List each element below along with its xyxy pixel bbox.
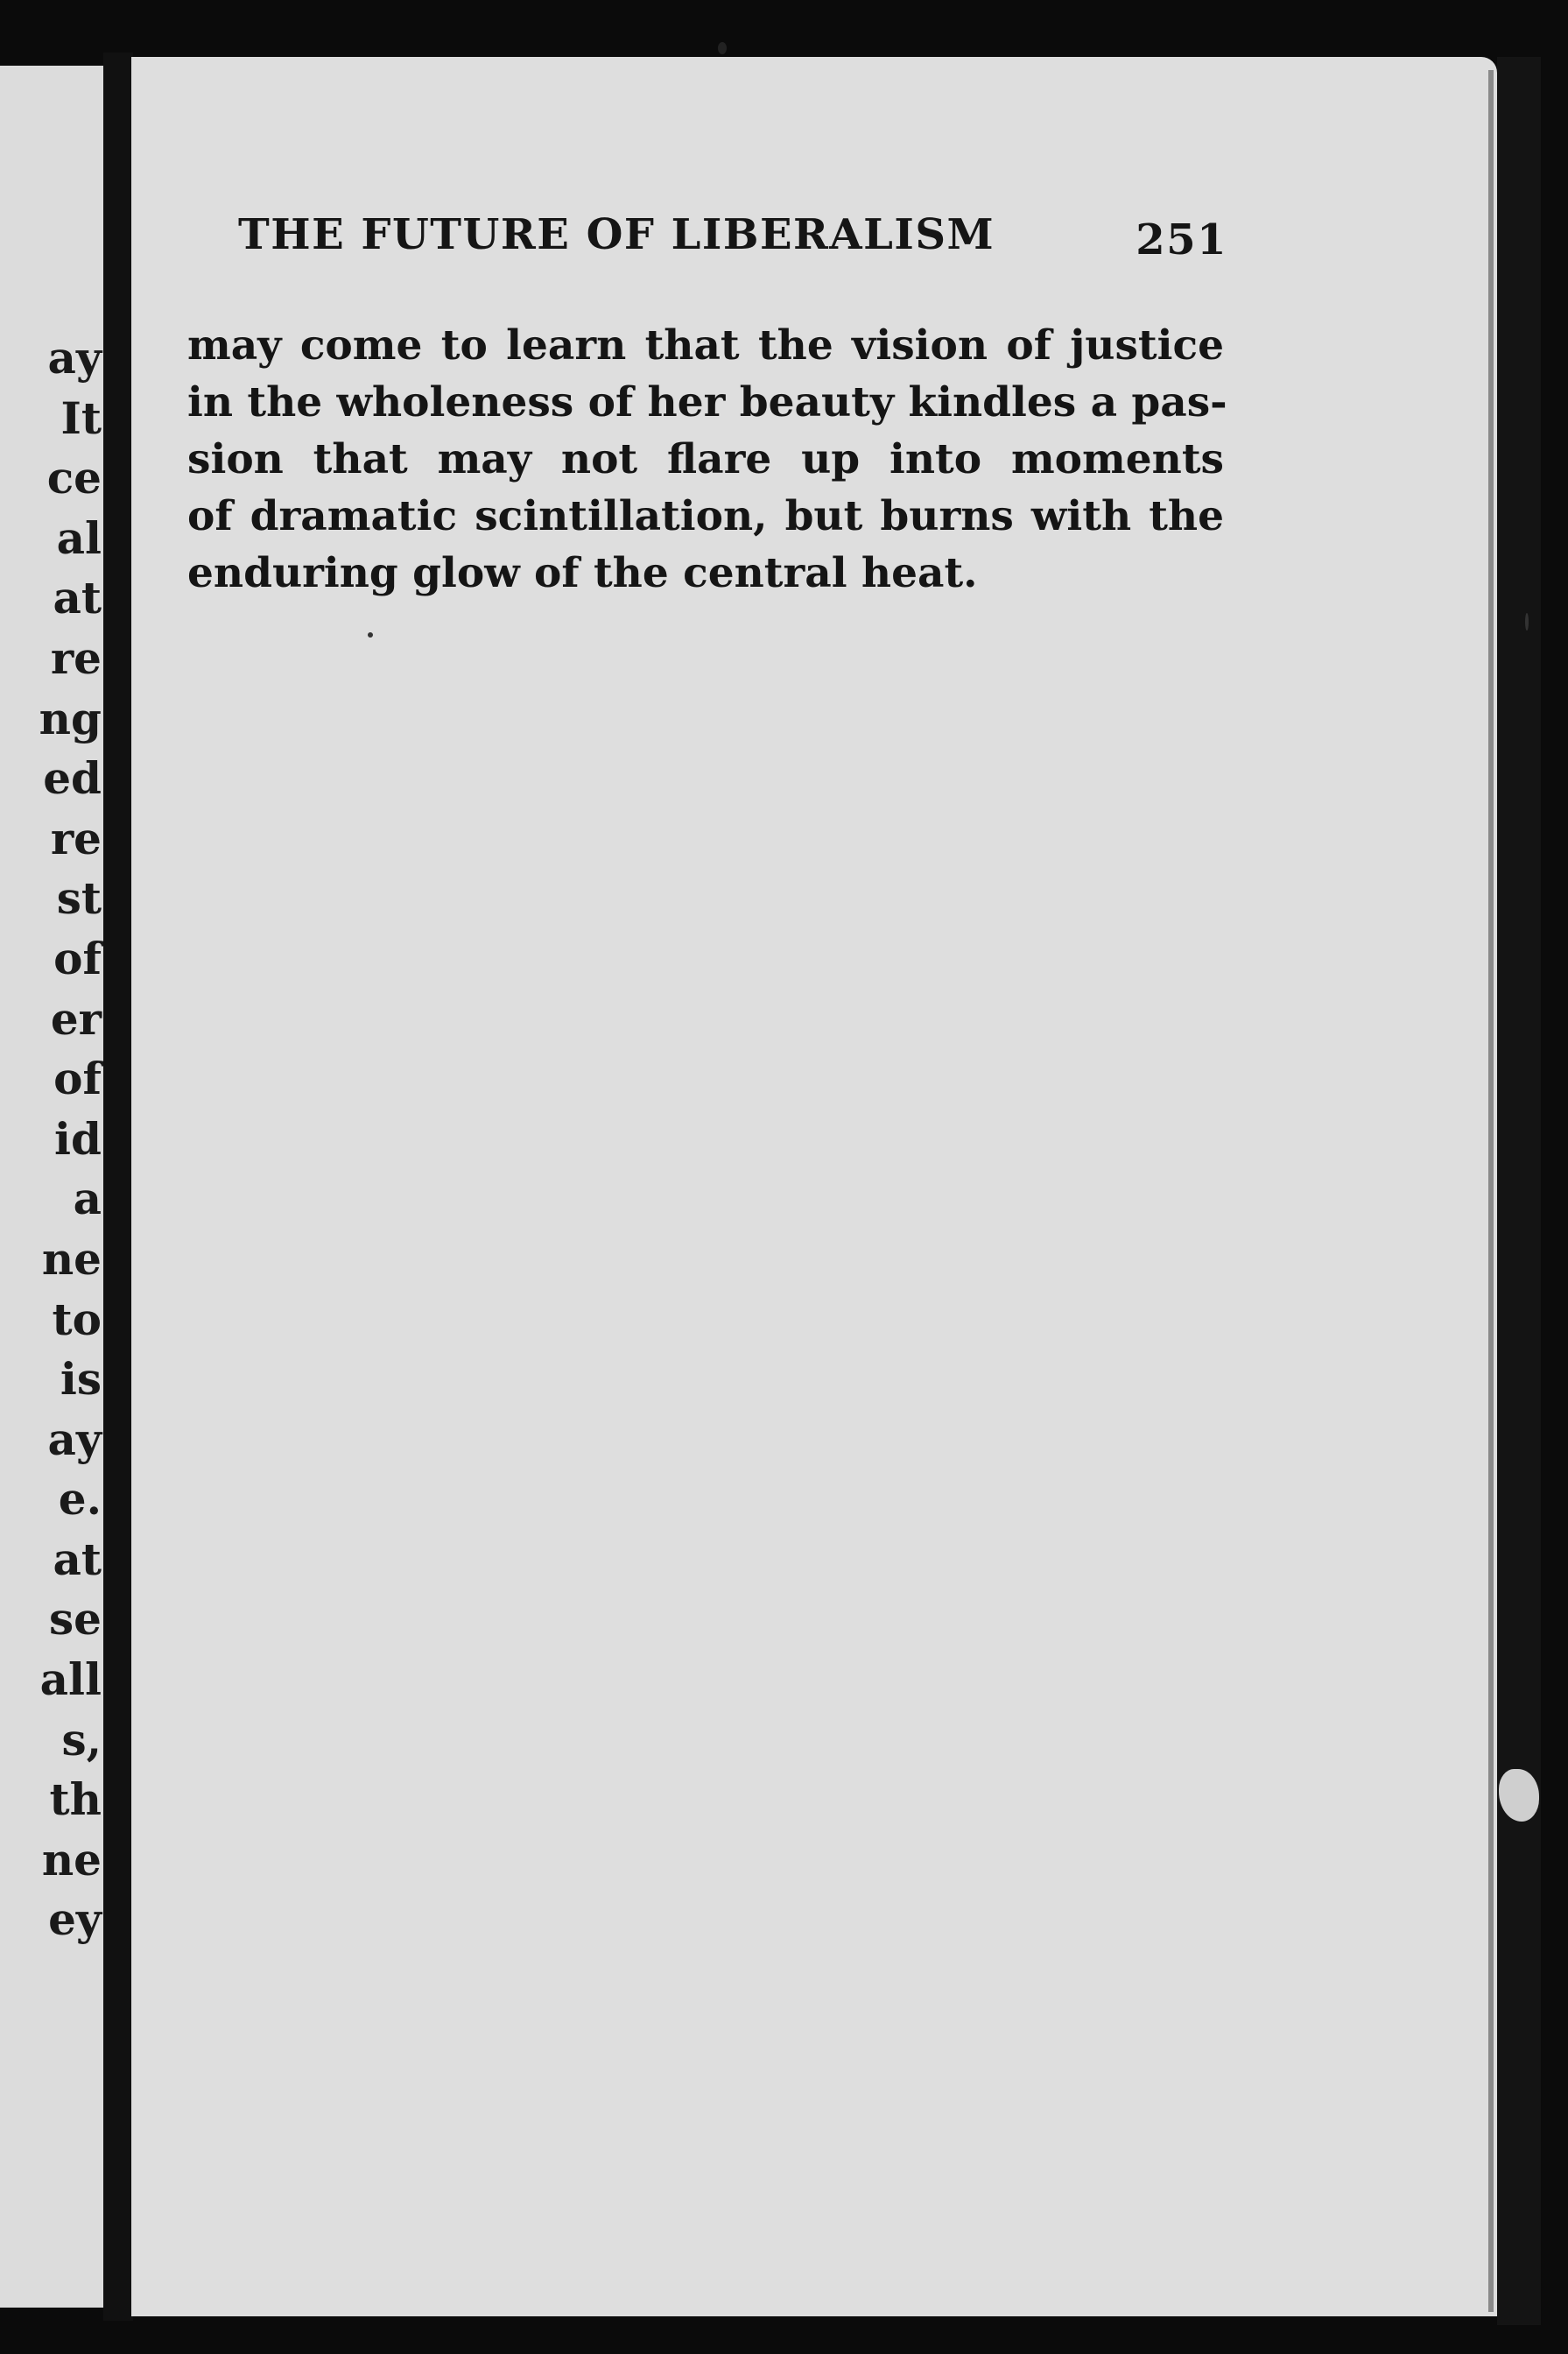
left-page-line-ending: is — [60, 1353, 102, 1406]
left-facing-page — [0, 66, 105, 2308]
left-page-line-ending: to — [52, 1293, 102, 1345]
left-page-line-ending: of — [53, 932, 102, 984]
page-edge-shadow — [1497, 57, 1541, 2325]
body-text-line: enduring glow of the central heat. — [187, 549, 978, 597]
left-page-line-ending: er — [50, 992, 102, 1045]
left-page-line-ending: at — [53, 572, 102, 624]
left-page-line-ending: se — [49, 1593, 102, 1646]
left-page-line-ending: ey — [48, 1893, 102, 1946]
left-page-line-ending: It — [60, 391, 102, 444]
left-page-line-ending: e. — [58, 1473, 102, 1526]
left-page-line-ending: ne — [41, 1833, 102, 1885]
left-page-line-ending: ay — [47, 1413, 102, 1465]
left-page-line-ending: ay — [47, 332, 102, 384]
body-text-line: of dramatic scintillation, but burns with the — [187, 492, 1224, 540]
body-text — [187, 317, 1227, 602]
dust-speck — [368, 632, 373, 638]
left-page-line-ending: a — [73, 1173, 102, 1225]
dust-speck — [1525, 613, 1529, 631]
body-text-line: in the wholeness of her beauty kindles a pas- — [187, 378, 1227, 426]
left-page-line-ending: th — [49, 1773, 102, 1826]
page-header — [238, 210, 1227, 280]
dust-speck — [718, 42, 727, 54]
left-page-line-ending: of — [53, 1053, 102, 1105]
left-page-line-ending: ne — [41, 1232, 102, 1285]
body-text-line: sion that may not flare up into moments — [187, 435, 1224, 483]
left-page-line-ending: all — [39, 1653, 102, 1706]
left-page-line-ending: re — [50, 812, 102, 864]
left-page-line-endings — [39, 328, 105, 1950]
left-page-line-ending: id — [54, 1112, 102, 1165]
book-gutter — [103, 53, 133, 2321]
left-page-line-ending: ng — [39, 692, 102, 744]
left-page-line-ending: ed — [43, 752, 102, 805]
left-page-line-ending: ce — [46, 452, 102, 504]
page-number: 251 — [1136, 215, 1227, 264]
page-edge-line — [1488, 70, 1494, 2312]
left-page-line-ending: re — [50, 631, 102, 684]
running-title: THE FUTURE OF LIBERALISM — [238, 210, 995, 259]
left-page-line-ending: st — [56, 872, 102, 925]
left-page-line-ending: al — [56, 511, 102, 564]
body-text-line: may come to learn that the vision of justice — [187, 321, 1224, 370]
left-page-line-ending: s, — [61, 1713, 102, 1766]
left-page-line-ending: at — [53, 1533, 102, 1585]
